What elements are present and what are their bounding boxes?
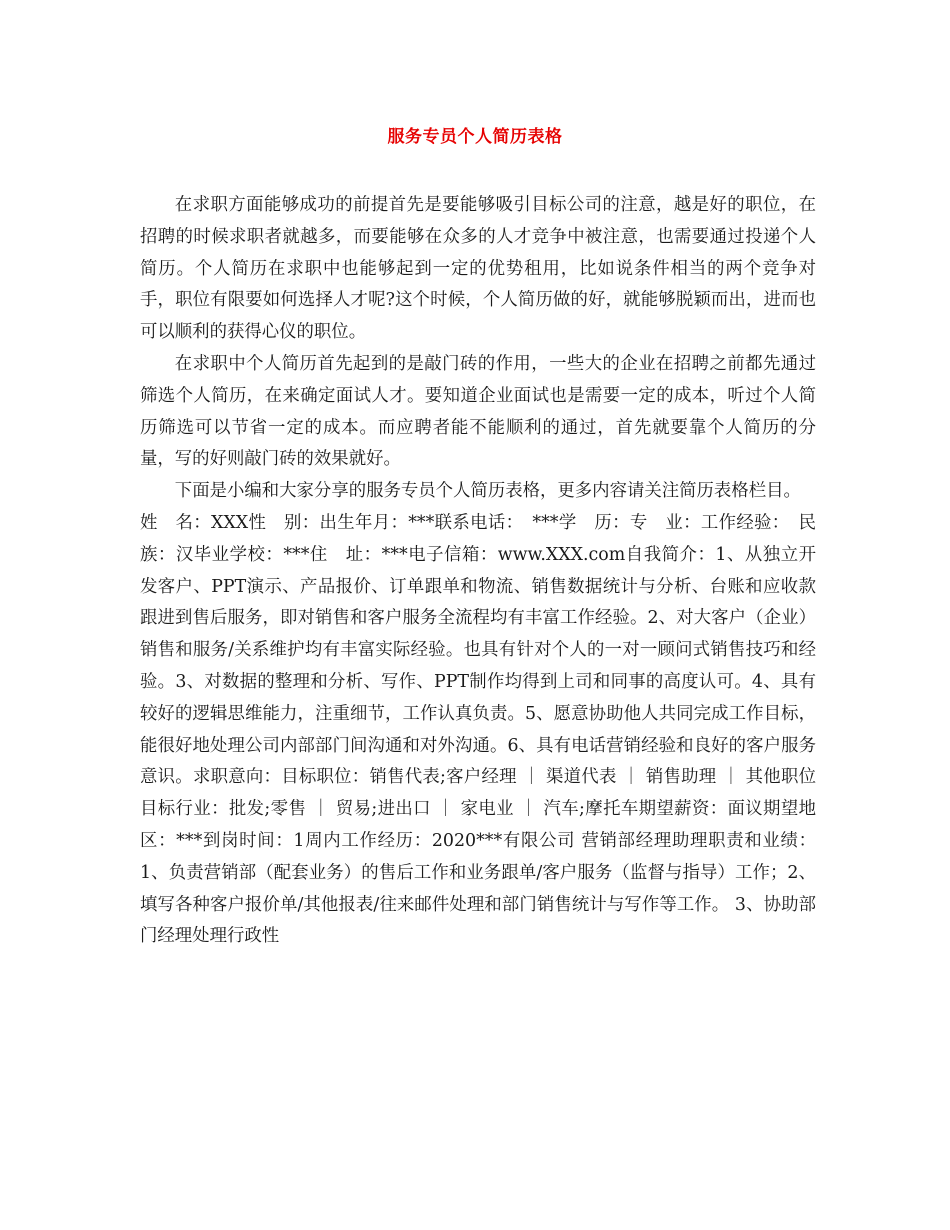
document-title: 服务专员个人简历表格 bbox=[387, 127, 563, 147]
intro-paragraph-3: 下面是小编和大家分享的服务专员个人简历表格，更多内容请关注简历表格栏目。 bbox=[174, 481, 801, 502]
intro-paragraph-2: 在求职中个人简历首先起到的是敲门砖的作用，一些大的企业在招聘之前都先通过筛选个人简历，在来确定面试人才。要知道企业面试也是需要一定的成本，听过个人简历筛选可以节省一定的成本。而应聘者能不能顺利的通过，首先就要靠个人简历的分量，写的好则敲门砖的效果就好。 bbox=[140, 353, 816, 470]
intro-paragraph-1: 在求职方面能够成功的前提首先是要能够吸引目标公司的注意，越是好的职位，在招聘的时候求职者就越多，而要能够在众多的人才竞争中被注意，也需要通过投递个人简历。个人简历在求职中也能够起到一定的优势租用，比如说条件相当的两个竞争对手，职位有限要如何选择人才呢?这个时候，个人简历做的好，就能够脱颖而出，进而也可以顺利的获得心仪的职位。 bbox=[140, 195, 816, 343]
document-body bbox=[140, 190, 816, 953]
resume-details-text: 姓 名：XXX性 别：出生年月：***联系电话： ***学 历：专 业：工作经验： 民族：汉毕业学校：***住 址：***电子信箱：www.XXX.com自我简介：1、从独立开发客户、PPT演示、产品报价、订单跟单和物流、销售数据统计与分析、台账和应收款跟进到售后服务，即对销售和客户服务全流程均有丰富工作经验。2、对大客户（企业）销售和服务/关系维护均有丰富实际经验。也具有针对个人的一对一顾问式销售技巧和经验。3、对数据的整理和分析、写作、PPT制作均得到上司和同事的高度认可。4、具有较好的逻辑思维能力，注重细节，工作认真负责。5、愿意协助他人共同完成工作目标，能很好地处理公司内部部门间沟通和对外沟通。6、具有电话营销经验和良好的客户服务意识。求职意向：目标职位：销售代表;客户经理 ｜ 渠道代表 ｜ 销售助理 ｜ 其他职位目标行业：批发;零售 ｜ 贸易;进出口 ｜ 家电业 ｜ 汽车;摩托车期望薪资：面议期望地区：***到岗时间：1周内工作经历：2020***有限公司 营销部经理助理职责和业绩：1、负责营销部（配套业务）的售后工作和业务跟单/客户服务（监督与指导）工作；2、填写各种客户报价单/其他报表/往来邮件处理和部门销售统计与写作等工作。 3、协助部门经理处理行政性 bbox=[140, 512, 816, 947]
